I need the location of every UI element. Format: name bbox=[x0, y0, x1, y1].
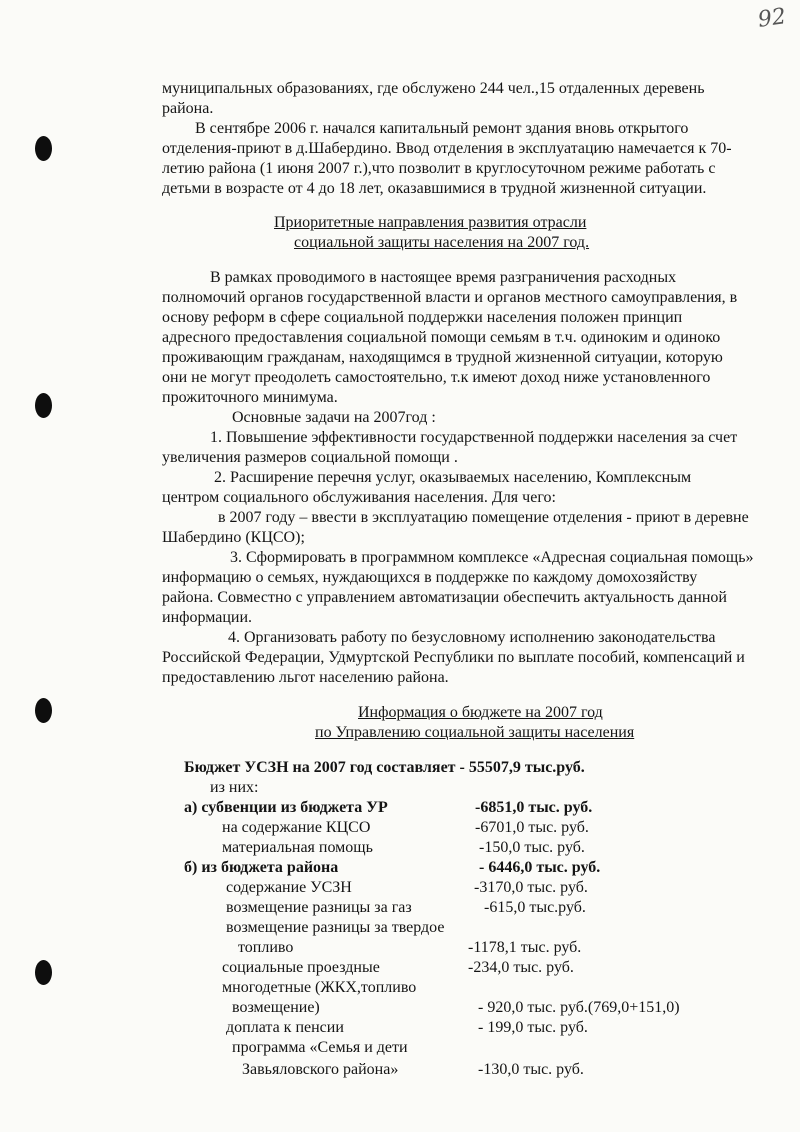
budget-item-label: б) из бюджета района bbox=[184, 859, 339, 876]
text-line: района. bbox=[162, 100, 214, 117]
budget-item-value: -6851,0 тыс. руб. bbox=[475, 799, 593, 816]
task-item: 2. Расширение перечня услуг, оказываемых населению, Комплексным bbox=[214, 469, 692, 486]
text-line: В рамках проводимого в настоящее время разграничения расходных bbox=[210, 269, 677, 286]
budget-item-value: -234,0 тыс. руб. bbox=[468, 959, 574, 976]
text-line: полномочий органов государственной власти и органов местного самоуправления, в bbox=[162, 289, 738, 306]
text-line: проживающим гражданам, находящимся в трудной жизненной ситуации, которую bbox=[162, 349, 723, 366]
budget-total: Бюджет УСЗН на 2007 год составляет - 55507,9 тыс.руб. bbox=[184, 759, 585, 776]
punch-hole bbox=[35, 960, 52, 985]
budget-item-label: доплата к пенсии bbox=[226, 1019, 344, 1036]
budget-item-label: на содержание КЦСО bbox=[222, 819, 371, 836]
budget-item-label: возмещение разницы за твердое bbox=[226, 919, 445, 936]
budget-item-label: возмещение разницы за газ bbox=[226, 899, 412, 916]
budget-item-label: социальные проездные bbox=[222, 959, 380, 976]
text-line: из них: bbox=[210, 779, 259, 796]
budget-item-label: топливо bbox=[238, 939, 294, 956]
budget-item-value: -3170,0 тыс. руб. bbox=[474, 879, 588, 896]
section-heading: по Управлению социальной защиты населения bbox=[315, 724, 635, 741]
budget-item-value: - 199,0 тыс. руб. bbox=[478, 1019, 588, 1036]
budget-item-label: материальная помощь bbox=[222, 839, 373, 856]
task-item: 3. Сформировать в программном комплексе «Адресная социальная помощь» bbox=[230, 549, 754, 566]
text-line: в 2007 году – ввести в эксплуатацию помещение отделения - приют в деревне bbox=[218, 509, 749, 526]
budget-item-label: содержание УСЗН bbox=[226, 879, 352, 896]
budget-item-label: программа «Семья и дети bbox=[232, 1039, 408, 1056]
budget-item-label: многодетные (ЖКХ,топливо bbox=[222, 979, 417, 996]
budget-item-label: Завьяловского района» bbox=[242, 1061, 399, 1078]
budget-item-value: -6701,0 тыс. руб. bbox=[475, 819, 589, 836]
text-line: предоставлению льгот населению района. bbox=[162, 669, 449, 686]
punch-hole bbox=[35, 136, 52, 161]
text-line: увеличения размеров социальной помощи . bbox=[162, 449, 458, 466]
punch-hole bbox=[35, 393, 52, 418]
text-line: В сентябре 2006 г. начался капитальный ремонт здания вновь открытого bbox=[195, 120, 689, 137]
text-line: летию района (1 июня 2007 г.),что позволит в круглосуточном режиме работать с bbox=[162, 160, 716, 177]
text-line: Российской Федерации, Удмуртской Республики по выплате пособий, компенсаций и bbox=[162, 649, 745, 666]
page-number: 92 bbox=[756, 4, 788, 33]
task-item: 1. Повышение эффективности государственной поддержки населения за счет bbox=[210, 429, 738, 446]
text-line: основу реформ в сфере социальной поддержки населения положен принцип bbox=[162, 309, 683, 326]
text-line: района. Совместно с управлением автоматизации обеспечить актуальность данной bbox=[162, 589, 727, 606]
text-line: информации. bbox=[162, 609, 253, 626]
text-line: они не могут преодолеть самостоятельно, т.к имеют доход ниже установленного bbox=[162, 369, 711, 386]
budget-item-label: возмещение) bbox=[232, 999, 320, 1016]
text-line: прожиточного минимума. bbox=[162, 389, 338, 406]
budget-item-value: - 6446,0 тыс. руб. bbox=[479, 859, 601, 876]
section-heading: Информация о бюджете на 2007 год bbox=[358, 704, 603, 721]
task-item: 4. Организовать работу по безусловному исполнению законодательства bbox=[228, 629, 716, 646]
text-line: Основные задачи на 2007год : bbox=[232, 409, 436, 426]
text-line: адресного предоставления социальной помощи семьям в т.ч. одиноким и одиноко bbox=[162, 329, 721, 346]
text-line: информацию о семьях, нуждающихся в поддержке по каждому домохозяйству bbox=[162, 569, 698, 586]
budget-item-value: -1178,1 тыс. руб. bbox=[468, 939, 582, 956]
text-line: муниципальных образованиях, где обслужено 244 чел.,15 отдаленных деревень bbox=[162, 80, 705, 97]
budget-item-value: -150,0 тыс. руб. bbox=[479, 839, 585, 856]
punch-hole bbox=[35, 698, 52, 723]
section-heading: Приоритетные направления развития отрасли bbox=[274, 214, 587, 231]
text-line: отделения-приют в д.Шабердино. Ввод отделения в эксплуатацию намечается к 70- bbox=[162, 140, 732, 157]
section-heading: социальной защиты населения на 2007 год. bbox=[294, 234, 590, 251]
budget-item-value: -615,0 тыс.руб. bbox=[484, 899, 586, 916]
text-line: детьми в возрасте от 4 до 18 лет, оказавшимися в трудной жизненной ситуации. bbox=[162, 180, 707, 197]
text-line: Шабердино (КЦСО); bbox=[162, 529, 305, 546]
text-line: центром социального обслуживания населения. Для чего: bbox=[162, 489, 556, 506]
budget-item-value: - 920,0 тыс. руб.(769,0+151,0) bbox=[478, 999, 680, 1016]
budget-item-value: -130,0 тыс. руб. bbox=[478, 1061, 584, 1078]
budget-item-label: а) субвенции из бюджета УР bbox=[184, 799, 388, 816]
